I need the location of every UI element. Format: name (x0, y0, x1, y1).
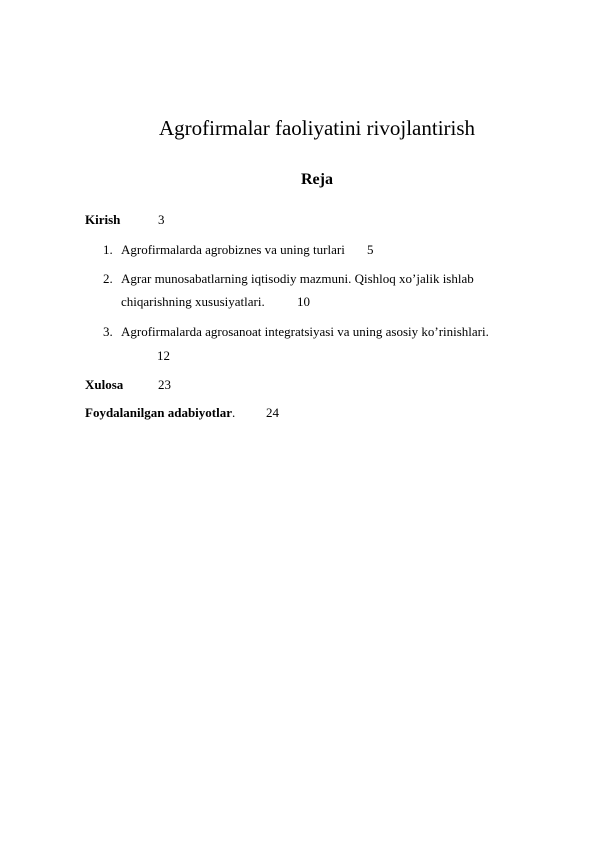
toc-intro-page: 3 (158, 212, 165, 227)
toc-conclusion-page: 23 (158, 377, 171, 392)
toc-item-3-number: 3. (103, 324, 113, 339)
toc-item-1-text: Agrofirmalarda agrobiznes va uning turlari (121, 242, 345, 257)
toc-item-2-page: 10 (297, 294, 310, 309)
toc-item-2-text-line1: Agrar munosabatlarning iqtisodiy mazmuni. Qishloq xo’jalik ishlab (121, 271, 474, 286)
toc-intro-label: Kirish (85, 212, 121, 227)
toc-item-3-page: 12 (157, 348, 170, 363)
toc-conclusion-label: Xulosa (85, 377, 124, 392)
toc-references (85, 405, 235, 421)
plan-heading: Reja (301, 171, 333, 188)
toc-references-label: Foydalanilgan adabiyotlar (85, 405, 232, 420)
document-title: Agrofirmalar faoliyatini rivojlantirish (158, 116, 476, 140)
toc-item-2-number: 2. (103, 271, 113, 286)
toc-item-3-text: Agrofirmalarda agrosanoat integratsiyasi va uning asosiy ko’rinishlari. (121, 324, 489, 339)
toc-references-suffix: . (232, 405, 236, 420)
toc-references-page: 24 (266, 405, 279, 420)
toc-item-1-number: 1. (103, 242, 113, 257)
toc-item-1-page: 5 (367, 242, 374, 257)
toc-item-2-text-line2: chiqarishning xususiyatlari. (121, 294, 265, 309)
